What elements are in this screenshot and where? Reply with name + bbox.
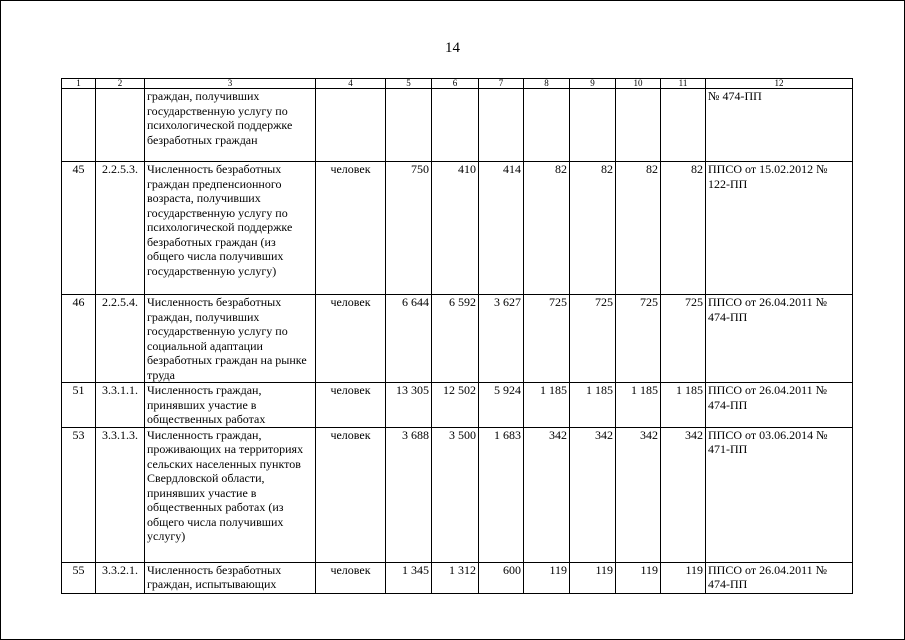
table-row	[62, 162, 853, 295]
value-col6: 6 592	[432, 295, 479, 383]
unit: человек	[316, 427, 386, 562]
table-row	[62, 295, 853, 383]
value-col8: 82	[524, 162, 570, 295]
indicator-name: Численность безработных граждан предпенсионного возраста, получивших государственную услугу по психологической поддержке безработных граждан (из общего числа получивших государственную услугу)	[145, 162, 316, 295]
value-col8: 119	[524, 562, 570, 593]
indicator-name: Численность граждан, проживающих на территориях сельских населенных пунктов Свердловской области, принявших участие в общественных работах (из общего числа получивших услугу)	[145, 427, 316, 562]
indicator-name: граждан, получивших государственную услугу по психологической поддержке безработных граждан	[145, 89, 316, 162]
header-cell: 11	[661, 79, 706, 89]
value-col9: 1 185	[570, 383, 616, 428]
indicator-name: Численность безработных граждан, получивших государственную услугу по социальной адаптации безработных граждан на рынке труда	[145, 295, 316, 383]
value-col9	[570, 89, 616, 162]
value-col7	[479, 89, 524, 162]
value-col11: 342	[661, 427, 706, 562]
column-number-header-row	[62, 79, 853, 89]
value-col5: 13 305	[386, 383, 432, 428]
value-col10: 725	[616, 295, 661, 383]
legal-source: ППСО от 26.04.2011 № 474-ПП	[706, 562, 853, 593]
legal-source: № 474-ПП	[706, 89, 853, 162]
indicator-code	[96, 89, 145, 162]
header-cell: 12	[706, 79, 853, 89]
table-row	[62, 383, 853, 428]
unit: человек	[316, 162, 386, 295]
value-col6: 1 312	[432, 562, 479, 593]
legal-source: ППСО от 15.02.2012 № 122-ПП	[706, 162, 853, 295]
indicator-code: 3.3.1.1.	[96, 383, 145, 428]
page-number: 14	[445, 40, 460, 56]
table-row	[62, 89, 853, 162]
header-cell: 7	[479, 79, 524, 89]
header-cell: 3	[145, 79, 316, 89]
unit: человек	[316, 295, 386, 383]
indicator-code: 2.2.5.3.	[96, 162, 145, 295]
indicator-code: 2.2.5.4.	[96, 295, 145, 383]
header-cell: 6	[432, 79, 479, 89]
row-number: 45	[62, 162, 96, 295]
value-col11: 1 185	[661, 383, 706, 428]
legal-source: ППСО от 26.04.2011 № 474-ПП	[706, 295, 853, 383]
value-col7: 3 627	[479, 295, 524, 383]
value-col11: 119	[661, 562, 706, 593]
indicator-code: 3.3.1.3.	[96, 427, 145, 562]
value-col6: 410	[432, 162, 479, 295]
header-cell: 8	[524, 79, 570, 89]
value-col5: 6 644	[386, 295, 432, 383]
row-number: 51	[62, 383, 96, 428]
value-col6: 12 502	[432, 383, 479, 428]
value-col5: 750	[386, 162, 432, 295]
table-row	[62, 562, 853, 593]
value-col9: 82	[570, 162, 616, 295]
value-col9: 119	[570, 562, 616, 593]
indicator-name: Численность безработных граждан, испытывающих	[145, 562, 316, 593]
header-cell: 2	[96, 79, 145, 89]
value-col9: 725	[570, 295, 616, 383]
indicator-name: Численность граждан, принявших участие в общественных работах	[145, 383, 316, 428]
value-col10: 82	[616, 162, 661, 295]
unit	[316, 89, 386, 162]
value-col7: 414	[479, 162, 524, 295]
value-col7: 5 924	[479, 383, 524, 428]
row-number: 46	[62, 295, 96, 383]
value-col8: 1 185	[524, 383, 570, 428]
value-col8: 725	[524, 295, 570, 383]
value-col9: 342	[570, 427, 616, 562]
row-number	[62, 89, 96, 162]
value-col11	[661, 89, 706, 162]
value-col10	[616, 89, 661, 162]
value-col5: 1 345	[386, 562, 432, 593]
table-row	[62, 427, 853, 562]
value-col10: 119	[616, 562, 661, 593]
header-cell: 1	[62, 79, 96, 89]
header-cell: 5	[386, 79, 432, 89]
value-col7: 600	[479, 562, 524, 593]
legal-source: ППСО от 03.06.2014 № 471-ПП	[706, 427, 853, 562]
value-col8	[524, 89, 570, 162]
value-col6	[432, 89, 479, 162]
value-col10: 1 185	[616, 383, 661, 428]
value-col11: 82	[661, 162, 706, 295]
indicator-code: 3.3.2.1.	[96, 562, 145, 593]
value-col5	[386, 89, 432, 162]
legal-source: ППСО от 26.04.2011 № 474-ПП	[706, 383, 853, 428]
value-col10: 342	[616, 427, 661, 562]
header-cell: 10	[616, 79, 661, 89]
unit: человек	[316, 383, 386, 428]
header-cell: 9	[570, 79, 616, 89]
value-col6: 3 500	[432, 427, 479, 562]
row-number: 53	[62, 427, 96, 562]
unit: человек	[316, 562, 386, 593]
value-col5: 3 688	[386, 427, 432, 562]
value-col8: 342	[524, 427, 570, 562]
header-cell: 4	[316, 79, 386, 89]
indicators-table	[61, 78, 853, 594]
row-number: 55	[62, 562, 96, 593]
value-col11: 725	[661, 295, 706, 383]
value-col7: 1 683	[479, 427, 524, 562]
